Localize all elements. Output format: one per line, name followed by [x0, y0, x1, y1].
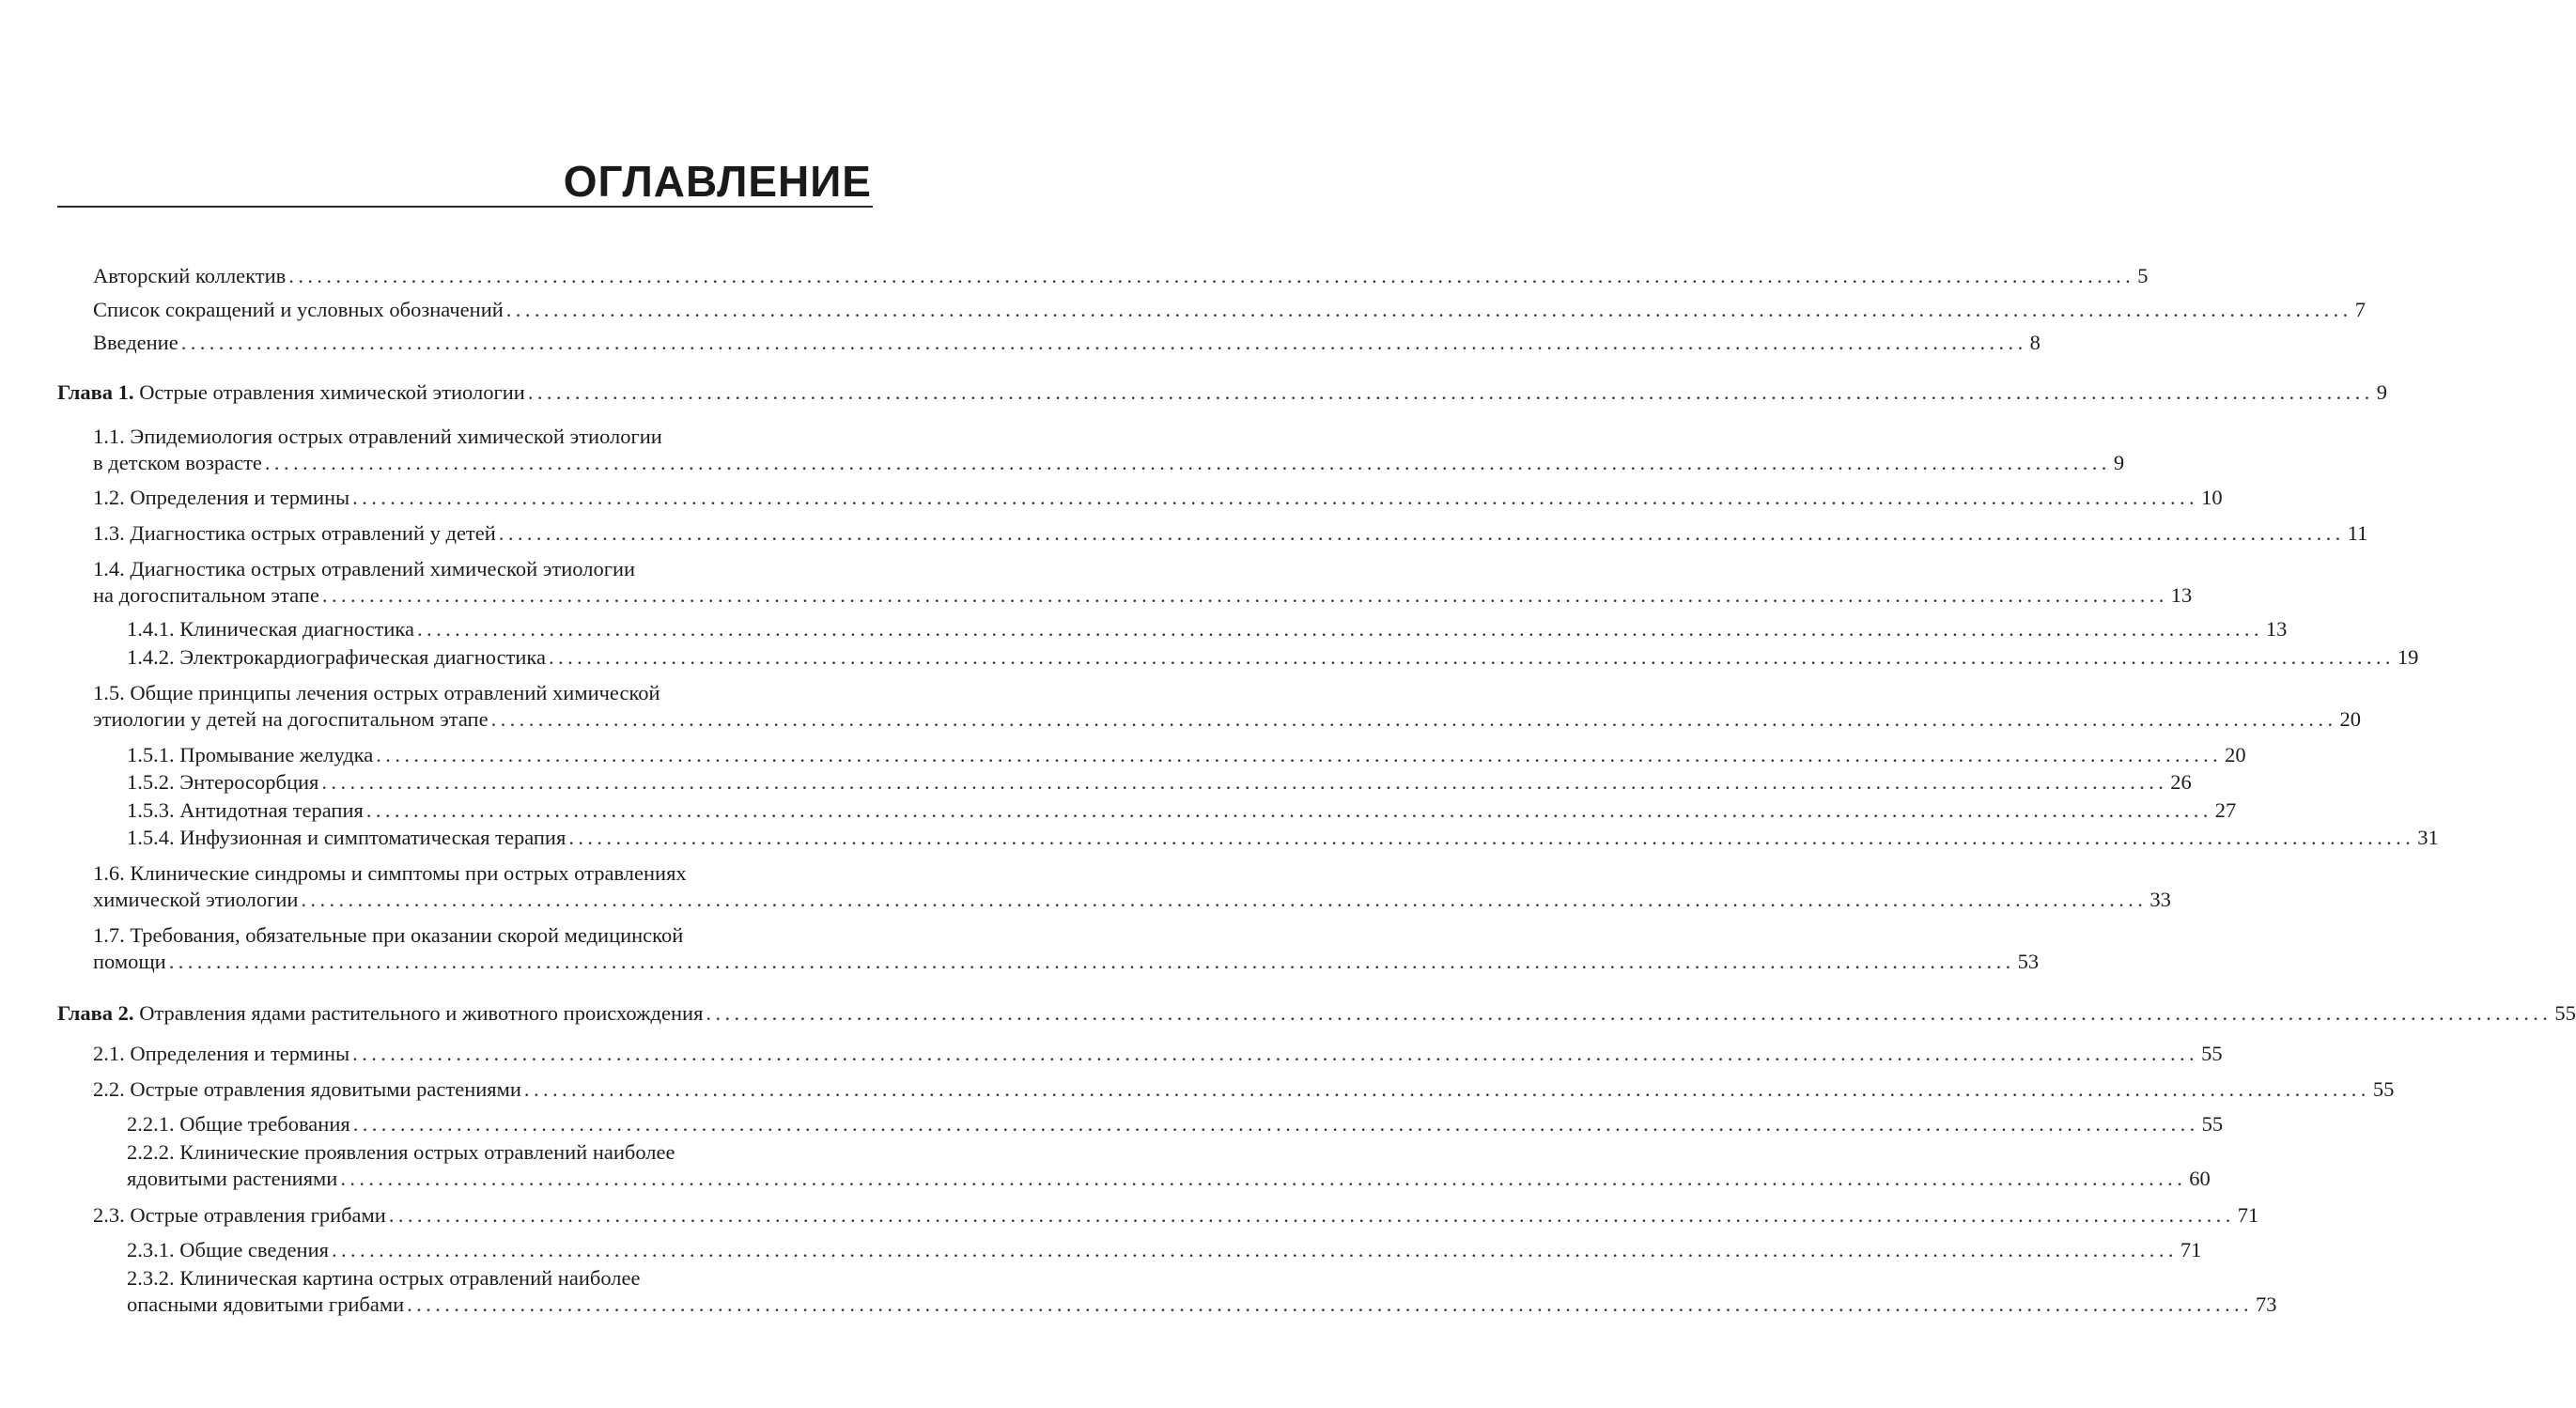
dot-leader: ....................................................................................................................................................................................................: [388, 1203, 2235, 1227]
toc-entry-2-2-1[interactable]: 2.2.1. Общие требования .................................................................................................................................................................................................... 55: [127, 1112, 2224, 1136]
toc-entry-1-7[interactable]: 1.7. Требования, обязательные при оказании скорой медицинской помощи .................................................................................................................................................................................................... 53: [93, 923, 2040, 973]
page-number: 71: [2180, 1238, 2202, 1261]
dot-leader: ....................................................................................................................................................................................................: [417, 617, 2263, 641]
toc-entry-1-5-4[interactable]: 1.5.4. Инфузионная и симптоматическая терапия .................................................................................................................................................................................................... 31: [127, 826, 2439, 849]
page-number: 13: [2170, 583, 2193, 607]
page-number: 73: [2256, 1292, 2277, 1316]
dot-leader: ....................................................................................................................................................................................................: [523, 1077, 2370, 1101]
chapter-label: Глава 2.: [57, 1001, 134, 1025]
toc-entry-1-4[interactable]: 1.4. Диагностика острых отравлений химической этиологии на догоспитальном этапе .................................................................................................................................................................................................... 13: [93, 557, 2193, 607]
dot-leader: ....................................................................................................................................................................................................: [321, 583, 2168, 607]
page-number: 7: [2354, 298, 2366, 321]
toc-entry-1-4-2[interactable]: 1.4.2. Электрокардиографическая диагностика .................................................................................................................................................................................................... 19: [127, 645, 2419, 669]
page-number: 31: [2417, 826, 2439, 849]
page-number: 9: [2113, 451, 2125, 474]
chapter-label: Глава 1.: [57, 380, 134, 404]
toc-entry-1-3[interactable]: 1.3. Диагностика острых отравлений у детей .................................................................................................................................................................................................... 11: [93, 521, 2368, 545]
page-number: 11: [2347, 521, 2368, 545]
page-number: 5: [2137, 264, 2149, 287]
page-number: 33: [2149, 888, 2171, 911]
dot-leader: ....................................................................................................................................................................................................: [321, 770, 2168, 794]
page-number: 55: [2201, 1042, 2223, 1065]
toc-entry-introduction[interactable]: Введение .................................................................................................................................................................................................... 8: [93, 331, 2041, 354]
dot-leader: ....................................................................................................................................................................................................: [706, 1001, 2553, 1025]
dot-leader: ....................................................................................................................................................................................................: [498, 521, 2345, 545]
toc-entry-1-5-3[interactable]: 1.5.3. Антидотная терапия .................................................................................................................................................................................................... 27: [127, 798, 2237, 822]
toc-entry-1-2[interactable]: 1.2. Определения и термины .................................................................................................................................................................................................... 10: [93, 486, 2223, 509]
dot-leader: ....................................................................................................................................................................................................: [301, 888, 2148, 911]
dot-leader: ....................................................................................................................................................................................................: [331, 1238, 2178, 1261]
toc-entry-authors[interactable]: Авторский коллектив .................................................................................................................................................................................................... 5: [93, 264, 2149, 287]
toc-entry-1-4-1[interactable]: 1.4.1. Клиническая диагностика .................................................................................................................................................................................................... 13: [127, 617, 2288, 641]
page-number: 26: [2170, 770, 2192, 794]
toc-entry-1-5[interactable]: 1.5. Общие принципы лечения острых отравлений химической этиологии у детей на догоспитальном этапе .................................................................................................................................................................................................... 20: [93, 681, 2361, 731]
dot-leader: ....................................................................................................................................................................................................: [365, 798, 2212, 822]
page-title: ОГЛАВЛЕНИЕ: [563, 157, 872, 206]
page-number: 19: [2397, 645, 2419, 669]
toc-entry-2-2[interactable]: 2.2. Острые отравления ядовитыми растениями .................................................................................................................................................................................................... 55: [93, 1077, 2395, 1101]
dot-leader: ....................................................................................................................................................................................................: [168, 950, 2015, 973]
page-number: 55: [2554, 1001, 2576, 1025]
dot-leader: ....................................................................................................................................................................................................: [180, 331, 2027, 354]
page-number: 20: [2339, 707, 2361, 731]
page-number: 20: [2225, 743, 2246, 766]
toc-entry-2-3-1[interactable]: 2.3.1. Общие сведения .................................................................................................................................................................................................... 71: [127, 1238, 2202, 1261]
page-number: 55: [2372, 1077, 2395, 1101]
page-number: 8: [2029, 331, 2041, 354]
dot-leader: ....................................................................................................................................................................................................: [549, 645, 2395, 669]
toc-entry-chapter-1[interactable]: Глава 1. Острые отравления химической этиологии .................................................................................................................................................................................................... 9: [57, 380, 2387, 404]
toc-entry-2-3-2[interactable]: 2.3.2. Клиническая картина острых отравлений наиболее опасными ядовитыми грибами .................................................................................................................................................................................................... 73: [127, 1266, 2277, 1316]
dot-leader: ....................................................................................................................................................................................................: [505, 298, 2352, 321]
dot-leader: ....................................................................................................................................................................................................: [340, 1167, 2187, 1190]
toc-entry-2-3[interactable]: 2.3. Острые отравления грибами .................................................................................................................................................................................................... 71: [93, 1203, 2259, 1227]
dot-leader: ....................................................................................................................................................................................................: [288, 264, 2135, 287]
toc-entry-2-1[interactable]: 2.1. Определения и термины .................................................................................................................................................................................................... 55: [93, 1042, 2223, 1065]
toc-entry-chapter-2[interactable]: Глава 2. Отравления ядами растительного и животного происхождения .................................................................................................................................................................................................... 55: [57, 1001, 2576, 1025]
toc-entry-2-2-2[interactable]: 2.2.2. Клинические проявления острых отравлений наиболее ядовитыми растениями .................................................................................................................................................................................................... 60: [127, 1140, 2211, 1190]
page-number: 55: [2201, 1112, 2224, 1136]
page-number: 10: [2201, 486, 2223, 509]
page-number: 71: [2237, 1203, 2259, 1227]
dot-leader: ....................................................................................................................................................................................................: [264, 451, 2111, 474]
dot-leader: ....................................................................................................................................................................................................: [407, 1292, 2254, 1316]
toc-entry-1-5-1[interactable]: 1.5.1. Промывание желудка .................................................................................................................................................................................................... 20: [127, 743, 2246, 766]
dot-leader: ....................................................................................................................................................................................................: [527, 380, 2374, 404]
dot-leader: ....................................................................................................................................................................................................: [376, 743, 2223, 766]
dot-leader: ....................................................................................................................................................................................................: [568, 826, 2415, 849]
toc-entry-1-6[interactable]: 1.6. Клинические синдромы и симптомы при острых отравлениях химической этиологии .................................................................................................................................................................................................... 33: [93, 861, 2171, 911]
page-number: 13: [2265, 617, 2288, 641]
page-number: 53: [2017, 950, 2040, 973]
toc-entry-abbreviations[interactable]: Список сокращений и условных обозначений .................................................................................................................................................................................................... 7: [93, 298, 2366, 321]
page-number: 60: [2189, 1167, 2211, 1190]
dot-leader: ....................................................................................................................................................................................................: [352, 486, 2199, 509]
dot-leader: ....................................................................................................................................................................................................: [352, 1112, 2199, 1136]
page-number: 9: [2376, 380, 2387, 404]
toc-entry-1-5-2[interactable]: 1.5.2. Энтеросорбция .................................................................................................................................................................................................... 26: [127, 770, 2192, 794]
dot-leader: ....................................................................................................................................................................................................: [352, 1042, 2199, 1065]
dot-leader: ....................................................................................................................................................................................................: [490, 707, 2337, 731]
toc-entry-1-1[interactable]: 1.1. Эпидемиология острых отравлений химической этиологии в детском возрасте .................................................................................................................................................................................................... 9: [93, 425, 2125, 474]
page-number: 27: [2214, 798, 2237, 822]
